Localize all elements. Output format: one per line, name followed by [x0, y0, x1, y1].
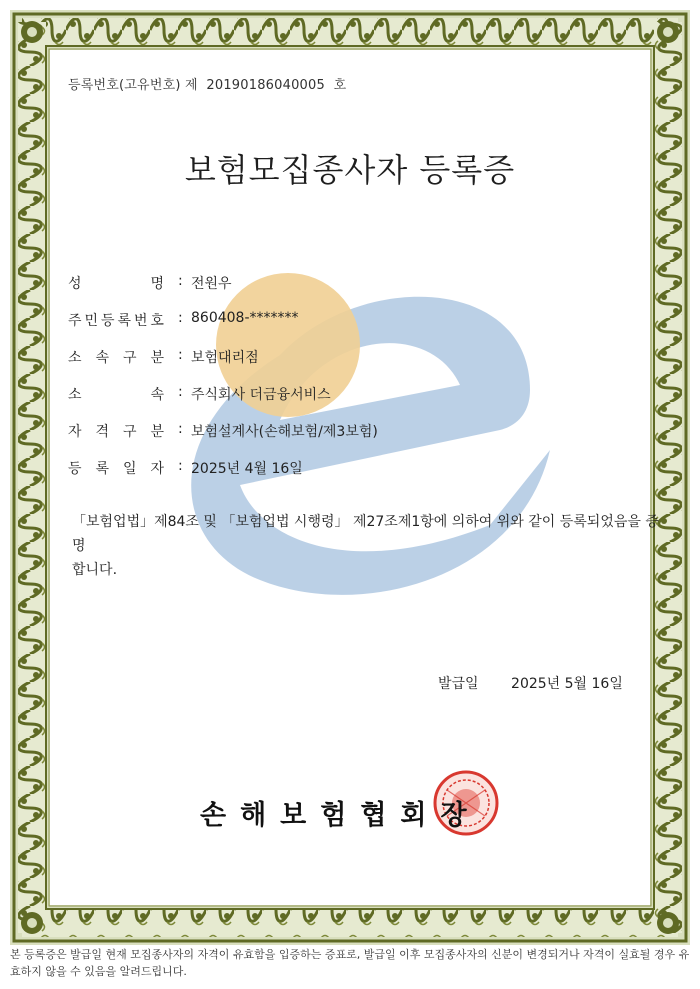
field-name-value: 전원우	[191, 276, 232, 292]
registration-number	[68, 74, 346, 93]
issue-date	[438, 673, 623, 693]
field-qualification-value: 보험설계사(손해보험/제3보험)	[191, 424, 378, 440]
field-colon: :	[178, 458, 183, 474]
field-name-label: 성 명	[68, 276, 164, 292]
statement-line-1: 「보험업법」제84조 및 「보험업법 시행령」 제27조제1항에 의하여 위와 같이 등록되었음을 증명	[72, 514, 659, 554]
field-registration-date-value: 2025년 4월 16일	[191, 461, 303, 477]
registration-suffix: 호	[333, 78, 347, 93]
field-affiliation-type-value: 보험대리점	[191, 350, 259, 366]
field-resident-number-value: 860408-*******	[191, 310, 299, 326]
field-registration-date-label: 등 록 일 자	[68, 461, 164, 477]
field-qualification-label: 자 격 구 분	[68, 424, 164, 440]
field-affiliation-label: 소 속	[68, 387, 164, 403]
field-affiliation-type-label: 소 속 구 분	[68, 350, 164, 366]
issuer-name: 손해보험협회장	[200, 800, 481, 831]
registration-value: 20190186040005	[206, 78, 325, 93]
field-colon: :	[178, 273, 183, 289]
registration-label: 등록번호(고유번호) 제	[68, 78, 198, 93]
issue-date-label: 발급일	[438, 676, 479, 692]
field-colon: :	[178, 421, 183, 437]
certification-statement	[72, 510, 662, 582]
field-affiliation-value: 주식회사 더금융서비스	[191, 387, 331, 403]
field-colon: :	[178, 310, 183, 326]
field-colon: :	[178, 384, 183, 400]
field-colon: :	[178, 347, 183, 363]
certificate-title: 보험모집종사자 등록증	[184, 151, 516, 189]
field-resident-number-label: 주 민 등 록 번 호	[68, 313, 164, 329]
validity-footnote: 본 등록증은 발급일 현재 모집종사자의 자격이 유효함을 입증하는 증표로, 발급일 이후 모집종사자의 신분이 변경되거나 자격이 실효될 경우 유효하지 않을 수 있음을 알려드립니다.	[10, 948, 690, 978]
issue-date-value: 2025년 5월 16일	[511, 676, 623, 692]
statement-line-2: 합니다.	[72, 562, 118, 578]
